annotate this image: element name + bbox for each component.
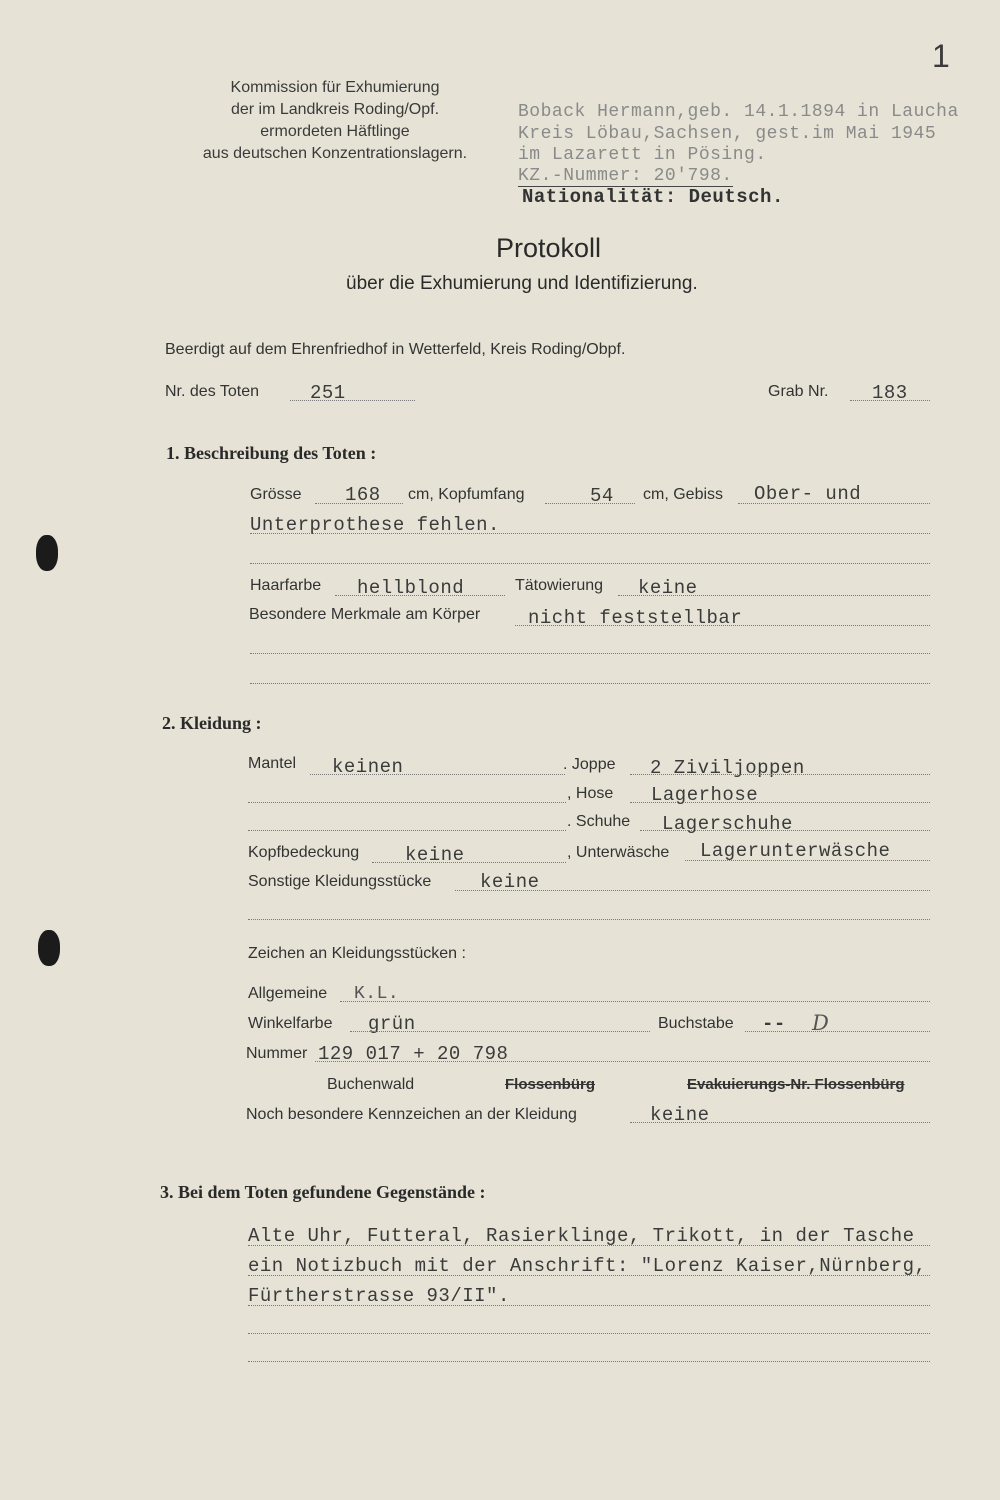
- nr-dotline: [290, 400, 415, 401]
- hose-dotline: [630, 802, 930, 803]
- mantel-dotline: [310, 774, 565, 775]
- section1-blank-dotline-3: [250, 683, 930, 684]
- gegenstaende-dotline-4: [248, 1333, 930, 1334]
- sonstige-value: keine: [480, 871, 540, 893]
- gegenstaende-line-1: Alte Uhr, Futteral, Rasierklinge, Trikott, in der Tasche: [248, 1225, 915, 1247]
- burial-line: Beerdigt auf dem Ehrenfriedhof in Wetterfeld, Kreis Roding/Obpf.: [165, 341, 626, 358]
- clothing-blank-dotline-3: [248, 919, 930, 920]
- kopfumfang-value: 54: [590, 485, 614, 507]
- buchstabe-handwritten: D: [812, 1011, 829, 1035]
- allgemeine-label: Allgemeine: [248, 985, 328, 1002]
- gebiss-dotline-2: [250, 533, 930, 534]
- groesse-dotline: [315, 503, 403, 504]
- person-line-4: KZ.-Nummer: 20'798.: [518, 166, 733, 186]
- gegenstaende-dotline-1: [248, 1245, 930, 1246]
- merkmale-value: nicht feststellbar: [528, 607, 743, 629]
- commission-line-2: der im Landkreis Roding/Opf.: [230, 101, 440, 118]
- merkmale-label: Besondere Merkmale am Körper: [249, 606, 481, 623]
- haar-dotline: [335, 595, 505, 596]
- section1-blank-dotline: [250, 563, 930, 564]
- tattoo-dotline: [618, 595, 930, 596]
- mantel-label: Mantel: [248, 755, 297, 772]
- clothing-blank-dotline-2: [248, 830, 566, 831]
- gegenstaende-dotline-2: [248, 1275, 930, 1276]
- kopfbedeckung-dotline: [372, 862, 566, 863]
- hose-label: , Hose: [567, 785, 614, 802]
- winkelfarbe-value: grün: [368, 1013, 416, 1035]
- joppe-dotline: [630, 774, 930, 775]
- commission-header: [180, 77, 490, 165]
- page-number: 1: [932, 38, 950, 74]
- unterwaesche-label: , Unterwäsche: [567, 844, 670, 861]
- allgemeine-dotline: [340, 1001, 930, 1002]
- commission-line-1: Kommission für Exhumierung: [230, 79, 440, 96]
- clothing-blank-dotline: [248, 802, 566, 803]
- gebiss-dotline: [738, 503, 930, 504]
- kopfbedeckung-value: keine: [405, 844, 465, 866]
- noch-dotline: [630, 1122, 930, 1123]
- winkelfarbe-label: Winkelfarbe: [248, 1015, 333, 1032]
- winkelfarbe-dotline: [350, 1031, 650, 1032]
- person-line-5: Nationalität: Deutsch.: [522, 186, 784, 208]
- hose-value: Lagerhose: [651, 784, 759, 806]
- person-line-1: Boback Hermann,geb. 14.1.1894 in Laucha: [518, 102, 959, 122]
- page-subtitle: über die Exhumierung und Identifizierung.: [346, 273, 698, 294]
- noch-value: keine: [650, 1104, 710, 1126]
- camp-buchenwald: Buchenwald: [327, 1076, 415, 1093]
- buchstabe-dotline: [745, 1031, 930, 1032]
- noch-label: Noch besondere Kennzeichen an der Kleidung: [246, 1106, 577, 1123]
- gegenstaende-dotline-5: [248, 1361, 930, 1362]
- allgemeine-value: K.L.: [354, 984, 400, 1004]
- section1-heading: 1. Beschreibung des Toten :: [166, 443, 377, 463]
- zeichen-label: Zeichen an Kleidungsstücken :: [248, 945, 466, 962]
- groesse-label: Grösse: [250, 486, 302, 503]
- gegenstaende-line-2: ein Notizbuch mit der Anschrift: "Lorenz Kaiser,Nürnberg,: [248, 1255, 927, 1277]
- schuhe-dotline: [640, 830, 930, 831]
- camp-evakuierung: Evakuierungs-Nr. Flossenbürg: [687, 1076, 905, 1093]
- joppe-value: 2 Ziviljoppen: [650, 757, 805, 779]
- kopfumfang-dotline: [545, 503, 635, 504]
- buchstabe-label: Buchstabe: [658, 1015, 734, 1032]
- gebiss-value-1: Ober- und: [754, 483, 862, 505]
- haar-label: Haarfarbe: [250, 577, 322, 594]
- grab-value: 183: [872, 382, 908, 404]
- nr-label: Nr. des Toten: [165, 383, 259, 400]
- person-line-3: im Lazarett in Pösing.: [518, 145, 767, 165]
- binder-hole-top: [36, 535, 58, 571]
- sonstige-label: Sonstige Kleidungsstücke: [248, 873, 432, 890]
- gebiss-label: cm, Gebiss: [643, 486, 724, 503]
- gegenstaende-dotline-3: [248, 1305, 930, 1306]
- grab-label: Grab Nr.: [768, 383, 829, 400]
- nummer-dotline: [315, 1061, 930, 1062]
- mantel-value: keinen: [332, 756, 404, 778]
- nr-value: 251: [310, 382, 346, 404]
- page-title: Protokoll: [496, 233, 602, 263]
- haar-value: hellblond: [357, 577, 465, 599]
- nummer-label: Nummer: [246, 1045, 308, 1062]
- kopfumfang-label: cm, Kopfumfang: [408, 486, 525, 503]
- binder-hole-bottom: [38, 930, 60, 966]
- section1-blank-dotline-2: [250, 653, 930, 654]
- person-line-2: Kreis Löbau,Sachsen, gest.im Mai 1945: [518, 124, 937, 144]
- gegenstaende-line-3: Fürtherstrasse 93/II".: [248, 1285, 510, 1307]
- tattoo-label: Tätowierung: [515, 577, 604, 594]
- commission-line-3: ermordeten Häftlinge: [260, 123, 410, 140]
- groesse-value: 168: [345, 484, 381, 506]
- tattoo-value: keine: [638, 577, 698, 599]
- unterwaesche-value: Lagerunterwäsche: [700, 840, 891, 862]
- merkmale-dotline: [515, 625, 930, 626]
- schuhe-value: Lagerschuhe: [662, 813, 793, 835]
- grab-dotline: [850, 400, 930, 401]
- section3-heading: 3. Bei dem Toten gefundene Gegenstände :: [160, 1182, 486, 1202]
- camp-flossenbuerg: Flossenbürg: [505, 1076, 596, 1093]
- kopfbedeckung-label: Kopfbedeckung: [248, 844, 360, 861]
- gebiss-value-2: Unterprothese fehlen.: [250, 514, 500, 536]
- joppe-label: . Joppe: [563, 756, 616, 773]
- unterwaesche-dotline: [685, 860, 930, 861]
- commission-line-4: aus deutschen Konzentrationslagern.: [202, 145, 468, 162]
- sonstige-dotline: [455, 890, 930, 891]
- nummer-value: 129 017 + 20 798: [318, 1043, 509, 1065]
- schuhe-label: . Schuhe: [567, 813, 631, 830]
- section2-heading: 2. Kleidung :: [162, 713, 262, 733]
- buchstabe-value: --: [762, 1013, 786, 1035]
